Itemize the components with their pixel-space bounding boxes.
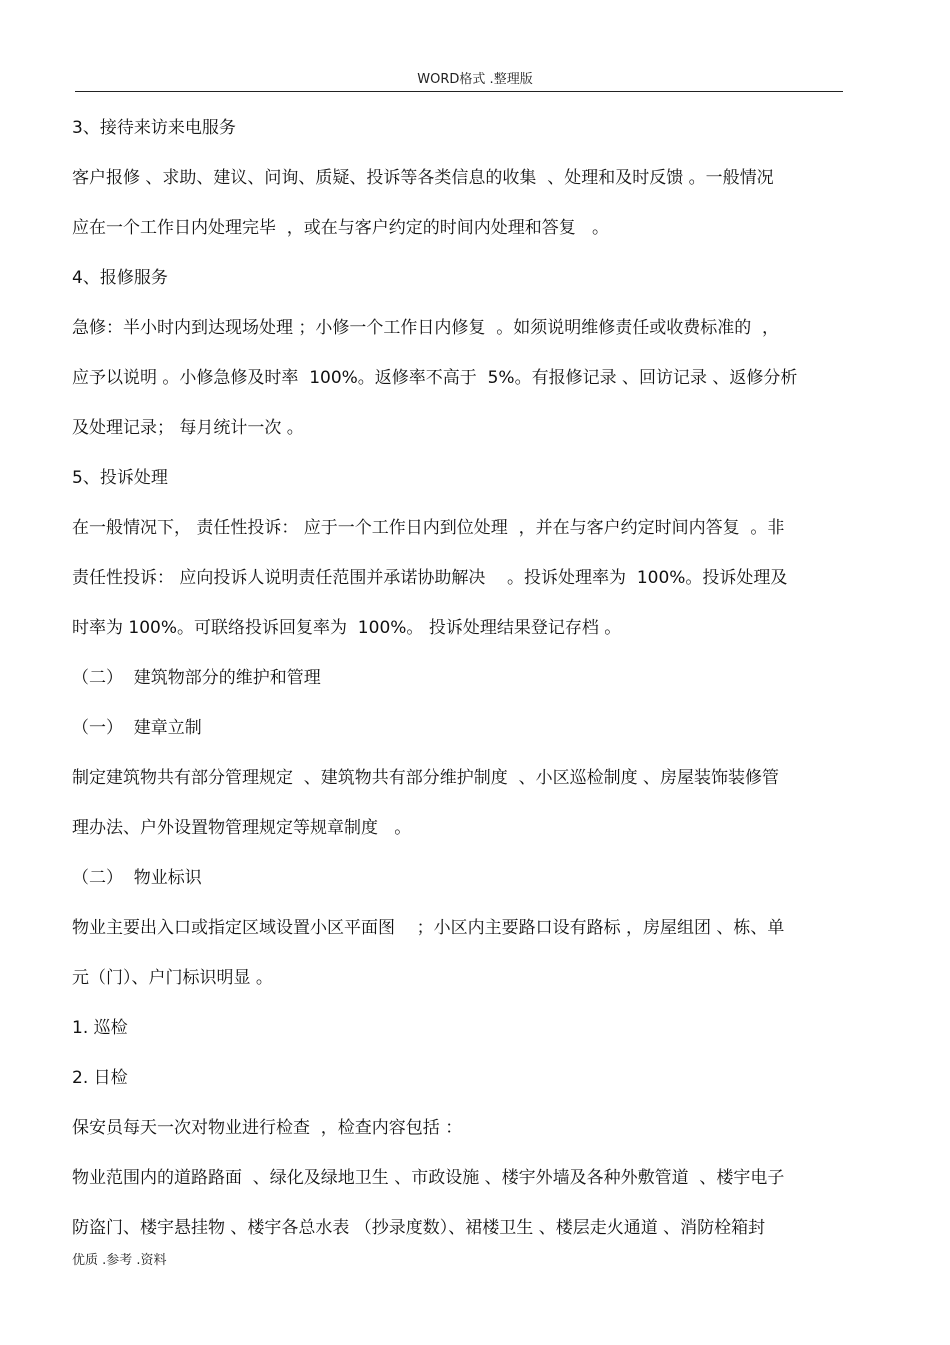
text-line: 防盗门、楼宇悬挂物 、楼宇各总水表 （抄录度数）、裙楼卫生 、楼层走火通道 、消防栓箱封 xyxy=(72,1218,766,1238)
text-line: 应予以说明 。小修急修及时率 100%。返修率不高于 5%。有报修记录 、回访记录 、返修分析 xyxy=(72,368,798,388)
heading-property-signage: （二） 物业标识 xyxy=(72,868,202,888)
heading-reception-service: 3、接待来访来电服务 xyxy=(72,118,236,138)
page-header: WORD格式 .整理版 xyxy=(417,72,533,87)
heading-daily-inspection: 2. 日检 xyxy=(72,1068,128,1088)
text-line: 及处理记录； 每月统计一次 。 xyxy=(72,418,304,438)
text-line: 责任性投诉： 应向投诉人说明责任范围并承诺协助解决 。投诉处理率为 100%。投诉处理及 xyxy=(72,568,788,588)
text-line: 急修：半小时内到达现场处理 ；小修一个工作日内修复 。如须说明维修责任或收费标准的 ， xyxy=(72,318,780,338)
heading-regulations: （一） 建章立制 xyxy=(72,718,202,738)
heading-building-maintenance: （二） 建筑物部分的维护和管理 xyxy=(72,668,321,688)
text-line: 物业范围内的道路路面 、绿化及绿地卫生 、市政设施 、楼宇外墙及各种外敷管道 、楼宇电子 xyxy=(72,1168,785,1188)
page-footer: 优质 .参考 .资料 xyxy=(72,1253,167,1268)
document-body xyxy=(72,112,842,1262)
text-line: 客户报修 、求助、建议、问询、质疑、投诉等各类信息的收集 、处理和及时反馈 。一般情况 xyxy=(72,168,774,188)
text-line: 制定建筑物共有部分管理规定 、建筑物共有部分维护制度 、小区巡检制度 、房屋装饰装修管 xyxy=(72,768,780,788)
heading-complaint-handling: 5、投诉处理 xyxy=(72,468,168,488)
text-line: 保安员每天一次对物业进行检查 ，检查内容包括 ： xyxy=(72,1118,463,1138)
text-line: 理办法、户外设置物管理规定等规章制度 。 xyxy=(72,818,412,838)
text-line: 物业主要出入口或指定区域设置小区平面图 ；小区内主要路口设有路标 ，房屋组团 、栋、单 xyxy=(72,918,785,938)
text-line: 时率为 100%。可联络投诉回复率为 100%。 投诉处理结果登记存档 。 xyxy=(72,618,622,638)
header-divider xyxy=(75,91,843,92)
heading-patrol: 1. 巡检 xyxy=(72,1018,128,1038)
heading-repair-service: 4、报修服务 xyxy=(72,268,168,288)
text-line: 在一般情况下， 责任性投诉： 应于一个工作日内到位处理 ，并在与客户约定时间内答复 。非 xyxy=(72,518,785,538)
text-line: 应在一个工作日内处理完毕 ，或在与客户约定的时间内处理和答复 。 xyxy=(72,218,610,238)
text-line: 元（门）、户门标识明显 。 xyxy=(72,968,273,988)
